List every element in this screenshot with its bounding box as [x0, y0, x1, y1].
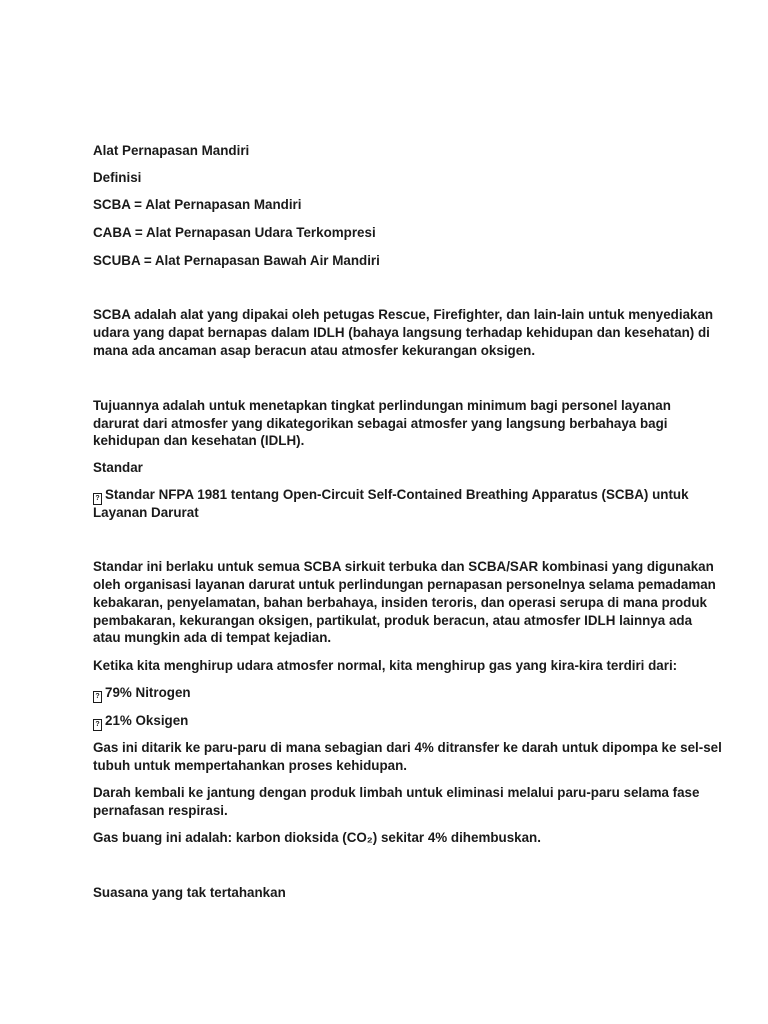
list-item-oksigen [93, 712, 693, 731]
paragraph-standard-scope-line: pembakaran, kekurangan oksigen, partikulat, produk beracun, atau atmosfer IDLH lainnya ada [93, 613, 693, 628]
oksigen-text: 21% Oksigen [105, 713, 189, 728]
paragraph-purpose-line: kehidupan dan kesehatan (IDLH). [93, 433, 305, 448]
paragraph-scba-line: mana ada ancaman asap beracun atau atmosfer kekurangan oksigen. [93, 343, 536, 358]
paragraph-breathing: Ketika kita menghirup udara atmosfer normal, kita menghirup gas yang kira-kira terdiri dari: [93, 658, 678, 673]
definition-caba: CABA = Alat Pernapasan Udara Terkompresi [93, 225, 376, 240]
definisi-heading: Definisi [93, 170, 142, 185]
standar-item-text-continued: Layanan Darurat [93, 505, 199, 520]
document-title: Alat Pernapasan Mandiri [93, 143, 250, 158]
paragraph-standard-scope-line: atau mungkin ada di tempat kejadian. [93, 630, 332, 645]
closing-heading: Suasana yang tak tertahankan [93, 885, 286, 900]
bullet-icon: ? [93, 719, 102, 731]
paragraph-scba-line: udara yang dapat bernapas dalam IDLH (bahaya langsung terhadap kehidupan dan kesehatan) di [93, 325, 710, 340]
paragraph-lungs-line: tubuh untuk mempertahankan proses kehidupan. [93, 758, 407, 773]
standar-list-item [93, 486, 693, 505]
paragraph-standard-scope-line: oleh organisasi layanan darurat untuk perlindungan pernapasan personelnya selama pemadaman [93, 577, 716, 592]
paragraph-purpose-line: Tujuannya adalah untuk menetapkan tingkat perlindungan minimum bagi personel layanan [93, 398, 671, 413]
definition-scba: SCBA = Alat Pernapasan Mandiri [93, 197, 302, 212]
nitrogen-text: 79% Nitrogen [105, 685, 191, 700]
paragraph-standard-scope-line: Standar ini berlaku untuk semua SCBA sirkuit terbuka dan SCBA/SAR kombinasi yang digunakan [93, 559, 714, 574]
paragraph-blood-line: pernafasan respirasi. [93, 803, 228, 818]
paragraph-blood-line: Darah kembali ke jantung dengan produk limbah untuk eliminasi melalui paru-paru selama fase [93, 785, 700, 800]
bullet-icon: ? [93, 493, 102, 505]
paragraph-standard-scope-line: kebakaran, penyelamatan, bahan berbahaya, insiden teroris, dan operasi serupa di mana produk [93, 595, 707, 610]
standar-heading: Standar [93, 460, 143, 475]
definition-scuba: SCUBA = Alat Pernapasan Bawah Air Mandiri [93, 253, 380, 268]
paragraph-exhaust: Gas buang ini adalah: karbon dioksida (CO₂) sekitar 4% dihembuskan. [93, 830, 541, 845]
paragraph-lungs-line: Gas ini ditarik ke paru-paru di mana sebagian dari 4% ditransfer ke darah untuk dipompa ke sel-sel [93, 740, 722, 755]
bullet-icon: ? [93, 691, 102, 703]
paragraph-purpose-line: darurat dari atmosfer yang dikategorikan sebagai atmosfer yang langsung berbahaya bagi [93, 416, 668, 431]
paragraph-scba-line: SCBA adalah alat yang dipakai oleh petugas Rescue, Firefighter, dan lain-lain untuk menyediakan [93, 307, 714, 322]
standar-item-text: Standar NFPA 1981 tentang Open-Circuit Self-Contained Breathing Apparatus (SCBA) untuk [105, 487, 689, 502]
list-item-nitrogen [93, 684, 693, 703]
